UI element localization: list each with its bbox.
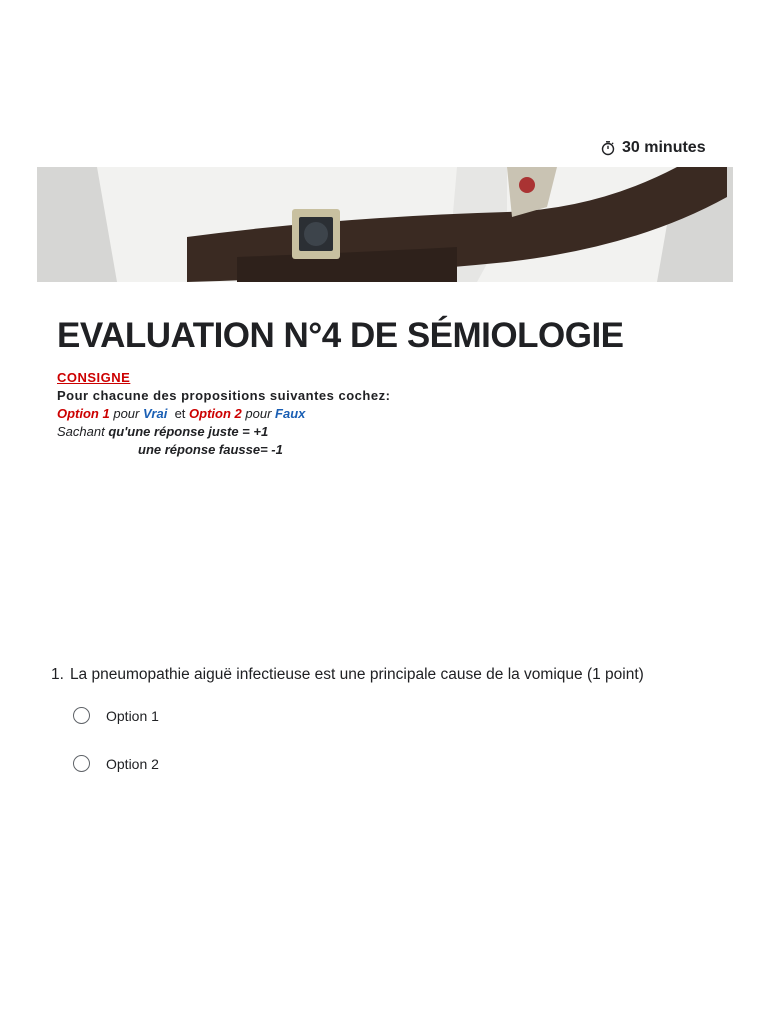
radio-button[interactable] xyxy=(73,755,90,772)
instructions-line: Pour chacune des propositions suivantes cochez: xyxy=(57,388,391,403)
question-text: La pneumopathie aiguë infectieuse est une principale cause de la vomique (1 point) xyxy=(69,666,644,683)
radio-button[interactable] xyxy=(73,707,90,724)
instructions-legend xyxy=(57,405,390,423)
question-1-option-2[interactable] xyxy=(73,755,159,772)
timer-text: 30 minutes xyxy=(622,139,706,156)
option-label: Option 1 xyxy=(106,707,159,724)
scoring-wrong-text: une réponse fausse= -1 xyxy=(138,442,283,457)
header-banner-image xyxy=(37,167,733,282)
legend-option1: Option 1 xyxy=(57,406,110,421)
question-1-option-1[interactable] xyxy=(73,707,159,724)
legend-pour2: pour xyxy=(245,406,272,421)
option-label: Option 2 xyxy=(106,755,159,772)
legend-pour1: pour xyxy=(113,406,140,421)
stopwatch-icon xyxy=(600,140,616,156)
form-title: EVALUATION N°4 DE SÉMIOLOGIE xyxy=(57,316,624,355)
question-1 xyxy=(51,666,644,684)
scoring-sachant: Sachant xyxy=(57,424,105,439)
scoring-wrong xyxy=(57,441,390,459)
legend-option2: Option 2 xyxy=(189,406,242,421)
legend-et: et xyxy=(174,406,186,421)
scoring-correct xyxy=(57,423,390,441)
question-number: 1. xyxy=(51,666,64,683)
scoring-correct-text: qu'une réponse juste = +1 xyxy=(108,424,269,439)
instructions-block xyxy=(57,369,390,459)
legend-faux: Faux xyxy=(275,406,306,421)
legend-vrai: Vrai xyxy=(143,406,168,421)
timer xyxy=(600,139,706,157)
instructions-header: CONSIGNE xyxy=(57,370,131,385)
